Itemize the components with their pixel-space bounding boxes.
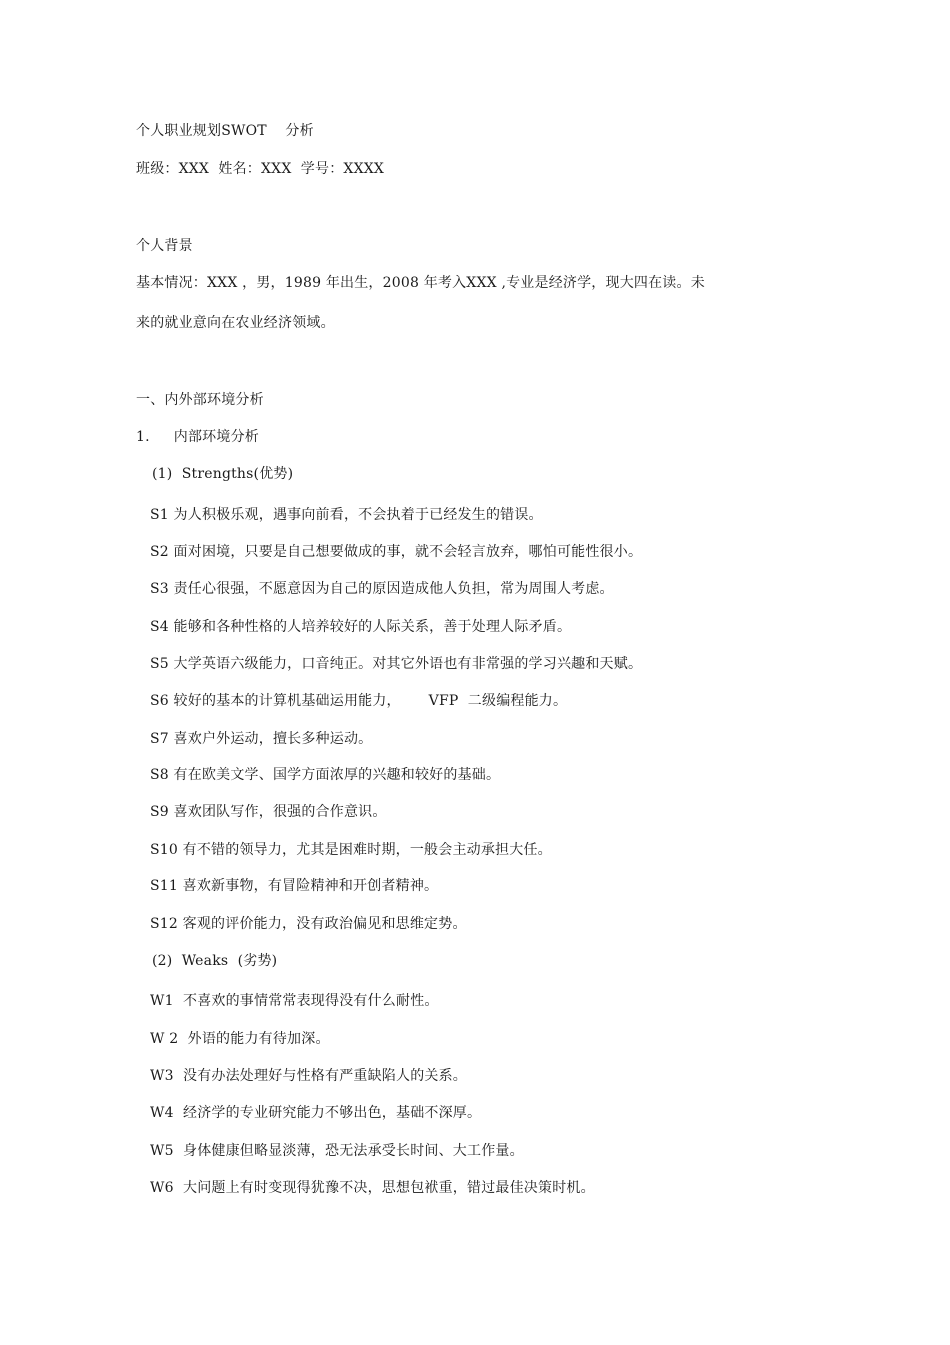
subsection-heading xyxy=(136,427,259,447)
class-info-line: 班级：XXX 姓名：XXX 学号：XXXX xyxy=(136,161,385,177)
strength-item: S1 为人积极乐观，遇事向前看，不会执着于已经发生的错误。 xyxy=(150,507,543,523)
weak-item: W4 经济学的专业研究能力不够出色，基础不深厚。 xyxy=(150,1105,482,1121)
background-heading: 个人背景 xyxy=(136,238,193,254)
strength-item: S4 能够和各种性格的人培养较好的人际关系，善于处理人际矛盾。 xyxy=(150,619,572,635)
strength-item: S5 大学英语六级能力，口音纯正。对其它外语也有非常强的学习兴趣和天赋。 xyxy=(150,656,643,672)
strength-item: S2 面对困境，只要是自己想要做成的事，就不会轻言放弃，哪怕可能性很小。 xyxy=(150,544,643,560)
weak-item: W3 没有办法处理好与性格有严重缺陷人的关系。 xyxy=(150,1068,467,1084)
document-title: 个人职业规划SWOT 分析 xyxy=(136,123,314,139)
strength-item: S10 有不错的领导力，尤其是困难时期，一般会主动承担大任。 xyxy=(150,842,552,858)
weak-item: W6 大问题上有时变现得犹豫不决，思想包袱重，错过最佳决策时机。 xyxy=(150,1180,595,1196)
weak-item: W 2 外语的能力有待加深。 xyxy=(150,1031,330,1047)
strength-item: S9 喜欢团队写作，很强的合作意识。 xyxy=(150,804,387,820)
subsection-title: 内部环境分析 xyxy=(173,429,259,445)
strength-item: S7 喜欢户外运动，擅长多种运动。 xyxy=(150,731,373,747)
weaks-heading: (2) Weaks (劣势) xyxy=(152,953,278,969)
section-heading: 一、内外部环境分析 xyxy=(136,392,264,408)
strength-item: S6 较好的基本的计算机基础运用能力， VFP 二级编程能力。 xyxy=(150,693,568,709)
subsection-number: 1. xyxy=(136,429,150,445)
strength-item: S12 客观的评价能力，没有政治偏见和思维定势。 xyxy=(150,916,467,932)
strength-item: S11 喜欢新事物，有冒险精神和开创者精神。 xyxy=(150,878,439,894)
background-line-2: 来的就业意向在农业经济领域。 xyxy=(136,315,335,331)
background-line-1: 基本情况：XXX ，男，1989 年出生，2008 年考入XXX ,专业是经济学，现大四在读。未 xyxy=(136,275,705,291)
strength-item: S8 有在欧美文学、国学方面浓厚的兴趣和较好的基础。 xyxy=(150,767,501,783)
weak-item: W1 不喜欢的事情常常表现得没有什么耐性。 xyxy=(150,993,439,1009)
strengths-heading: (1) Strengths(优势) xyxy=(152,466,294,482)
strength-item: S3 责任心很强，不愿意因为自己的原因造成他人负担，常为周围人考虑。 xyxy=(150,581,614,597)
weak-item: W5 身体健康但略显淡薄，恐无法承受长时间、大工作量。 xyxy=(150,1143,524,1159)
